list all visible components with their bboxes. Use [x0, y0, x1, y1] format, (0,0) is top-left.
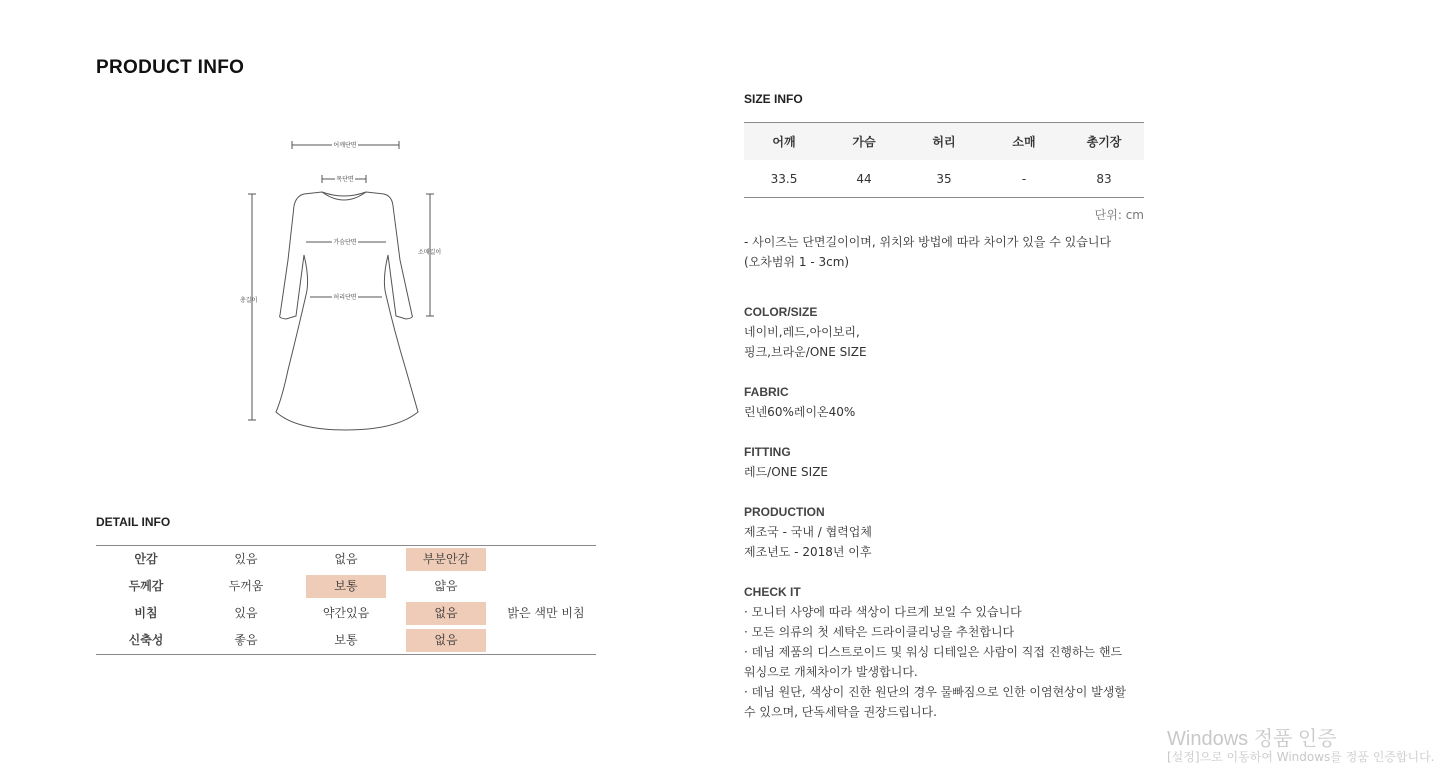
chest-label: 가슴단면 — [333, 239, 357, 246]
size-table — [744, 122, 1144, 198]
detail-row-stretch — [96, 627, 596, 654]
waist-label: 허리단면 — [333, 294, 357, 301]
size-value-cell: 83 — [1096, 171, 1112, 186]
detail-row-label: 비침 — [134, 606, 158, 620]
detail-option: 얇음 — [434, 579, 458, 593]
size-header-cell: 총기장 — [1086, 135, 1122, 149]
detail-info-title: DETAIL INFO — [96, 515, 171, 529]
detail-row-label: 두께감 — [128, 579, 164, 593]
detail-option: 약간있음 — [322, 606, 370, 620]
size-header-cell: 허리 — [932, 135, 956, 149]
section-text: · 모든 의류의 첫 세탁은 드라이클리닝을 추천합니다 — [744, 625, 1015, 639]
section-text: · 데님 제품의 디스트로이드 및 워싱 디테일은 사람이 직접 진행하는 핸드 — [744, 645, 1123, 659]
detail-row-label: 안감 — [134, 552, 158, 566]
section-text: 레드/ONE SIZE — [744, 465, 829, 479]
section-text: 핑크,브라운/ONE SIZE — [744, 345, 867, 359]
detail-option: 좋음 — [234, 633, 258, 647]
size-header-cell: 어깨 — [772, 135, 796, 149]
detail-option-selected: 없음 — [406, 629, 486, 652]
size-table-row — [744, 160, 1144, 197]
section-heading: COLOR/SIZE — [744, 305, 818, 319]
production-section — [744, 502, 1154, 562]
page-title: PRODUCT INFO — [96, 57, 245, 78]
section-text: 린넨60%레이온40% — [744, 405, 856, 419]
section-heading: FABRIC — [744, 385, 789, 399]
detail-option-selected: 없음 — [406, 602, 486, 625]
color-size-section — [744, 302, 1154, 362]
detail-option: 보통 — [334, 633, 358, 647]
detail-option: 밝은 색만 비침 — [507, 606, 585, 620]
detail-option-selected: 보통 — [306, 575, 386, 598]
neck-label: 목단면 — [336, 176, 354, 183]
size-value-cell: 33.5 — [770, 171, 798, 186]
total-length-label: 총길이 — [240, 297, 258, 304]
windows-activation-watermark: Windows 정품 인증 — [1167, 728, 1337, 750]
dress-diagram — [236, 130, 456, 435]
section-text: 워싱으로 개체차이가 발생합니다. — [744, 665, 918, 679]
section-text: · 데님 원단, 색상이 진한 원단의 경우 물빠짐으로 인한 이염현상이 발생할 — [744, 685, 1126, 699]
fitting-section — [744, 442, 1154, 482]
section-text: 제조년도 - 2018년 이후 — [744, 545, 872, 559]
section-heading: FITTING — [744, 445, 791, 459]
dress-illustration — [236, 130, 456, 435]
size-info-title: SIZE INFO — [744, 92, 803, 106]
check-it-section — [744, 582, 1154, 722]
size-note-line: - 사이즈는 단면길이이며, 위치와 방법에 따라 차이가 있을 수 있습니다 — [744, 235, 1112, 249]
detail-row-lining — [96, 546, 596, 573]
detail-row-thickness — [96, 573, 596, 600]
detail-option-selected: 부분안감 — [406, 548, 486, 571]
detail-option: 있음 — [234, 552, 258, 566]
size-header-cell: 소매 — [1012, 135, 1036, 149]
sleeve-label: 소매길이 — [418, 249, 442, 256]
section-heading: CHECK IT — [744, 585, 801, 599]
detail-row-sheerness — [96, 600, 596, 627]
detail-option — [496, 575, 596, 598]
size-table-header — [744, 123, 1144, 160]
size-unit: 단위: cm — [1094, 208, 1144, 222]
windows-activation-subtext: [설정]으로 이동하여 Windows를 정품 인증합니다. — [1167, 750, 1434, 764]
detail-row-label: 신축성 — [128, 633, 164, 647]
detail-option: 있음 — [234, 606, 258, 620]
detail-option — [496, 629, 596, 652]
section-text: 네이비,레드,아이보리, — [744, 325, 860, 339]
fabric-section — [744, 382, 1154, 422]
size-value-cell: 35 — [936, 171, 952, 186]
shoulder-label: 어깨단면 — [333, 142, 357, 149]
size-value-cell: - — [1021, 171, 1027, 186]
size-value-cell: 44 — [856, 171, 872, 186]
detail-option: 두꺼움 — [228, 579, 264, 593]
detail-info-table — [96, 545, 596, 655]
section-heading: PRODUCTION — [744, 505, 825, 519]
detail-option — [496, 548, 596, 571]
size-note-line: (오차범위 1 - 3cm) — [744, 255, 850, 269]
section-text: 제조국 - 국내 / 협력업체 — [744, 525, 872, 539]
section-text: 수 있으며, 단독세탁을 권장드립니다. — [744, 705, 937, 719]
section-text: · 모니터 사양에 따라 색상이 다르게 보일 수 있습니다 — [744, 605, 1022, 619]
size-note — [744, 232, 1144, 272]
size-header-cell: 가슴 — [852, 135, 876, 149]
detail-option: 없음 — [334, 552, 358, 566]
